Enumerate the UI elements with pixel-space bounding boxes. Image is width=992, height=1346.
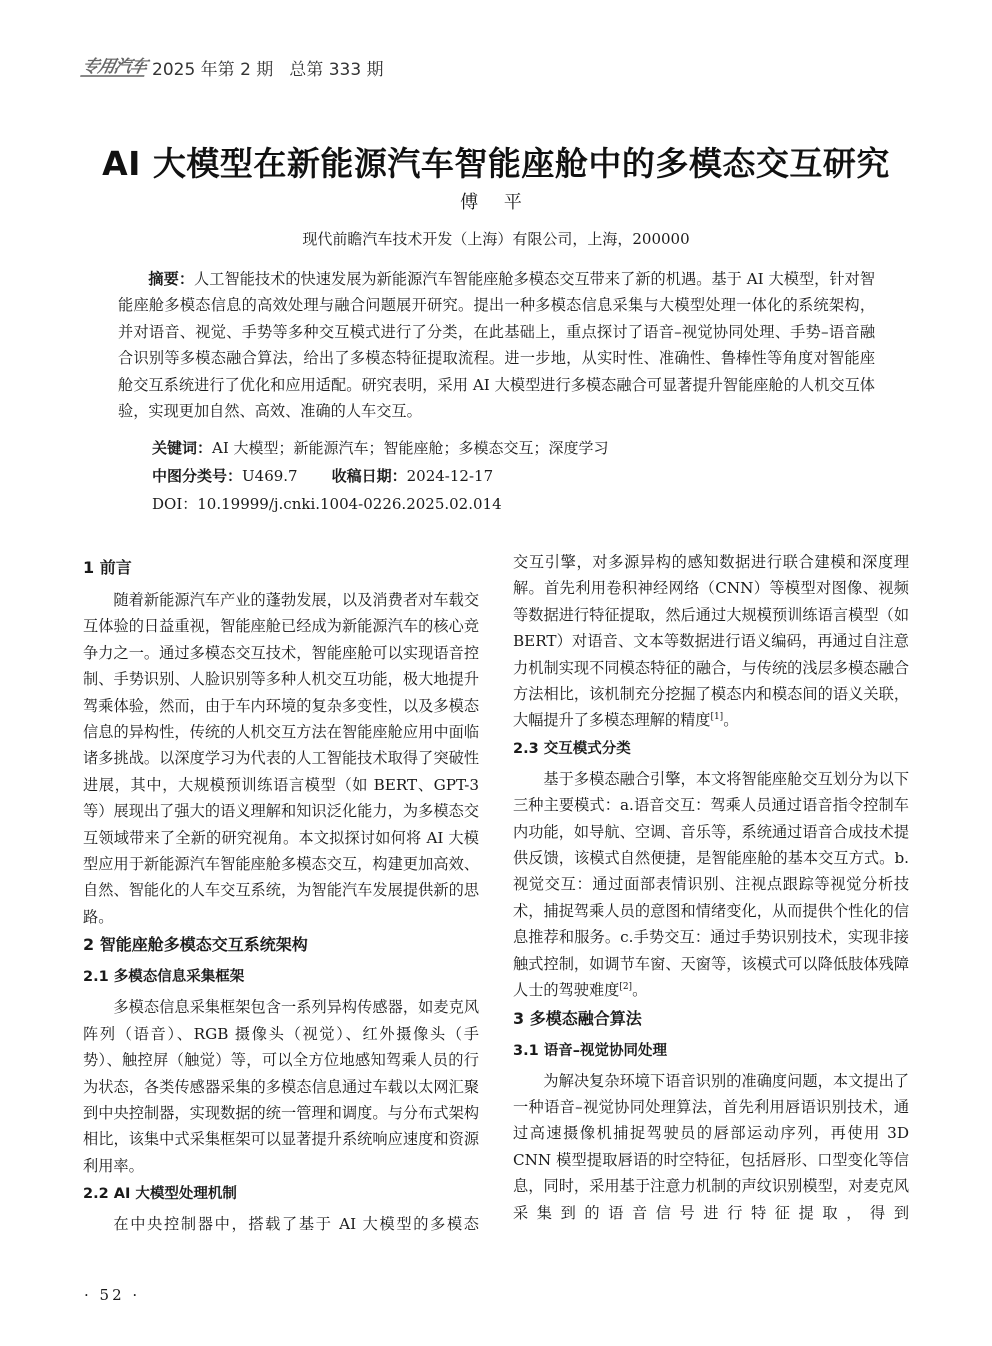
journal-logo: 专用汽车 bbox=[80, 56, 149, 77]
paragraph-text: 基于多模态融合引擎，本文将智能座舱交互划分为以下三种主要模式：a.语音交互：驾乘人员通过语音指令控制车内功能，如导航、空调、音乐等，系统通过语音合成技术提供反馈，该模式自然便捷，是智能座舱的基本交互方式。b.视觉交互：通过面部表情识别、注视点跟踪等视觉分析技术，捕捉驾乘人员的意图和情绪变化，从而提供个性化的信息推荐和服务。c.手势交互：通过手势识别技术，实现非接触式控制，如调节车窗、天窗等，该模式可以降低肢体残障人士的驾驶难度 bbox=[513, 769, 909, 1000]
section-heading: 2 智能座舱多模态交互系统架构 bbox=[83, 935, 308, 955]
issue-label: 2025 年第 2 期 bbox=[152, 60, 274, 80]
classification-value: U469.7 bbox=[242, 467, 298, 485]
abstract-label: 摘要： bbox=[148, 270, 195, 288]
affiliation: 现代前瞻汽车技术开发（上海）有限公司，上海，200000 bbox=[302, 230, 690, 248]
paragraph-text: 。 bbox=[632, 981, 648, 1000]
abstract bbox=[118, 266, 875, 424]
paragraph-text: 交互引擎，对多源异构的感知数据进行联合建模和深度理解。首先利用卷积神经网络（CNN）等模型对图像、视频等数据进行特征提取，然后通过大规模预训练语言模型（如 BERT）对语音、文本等数据进行语义编码，再通过自注意力机制实现不同模态特征的融合，与传统的浅层多模态融合方法相比，该机制充分挖掘了模态内和模态间的语义关联，大幅提升了多模态理解的精度 bbox=[513, 553, 909, 730]
keywords-label: 关键词： bbox=[152, 439, 213, 457]
doi-label: DOI： bbox=[152, 495, 198, 513]
received-value: 2024-12-17 bbox=[406, 467, 494, 485]
paragraph: 为解决复杂环境下语音识别的准确度问题，本文提出了一种语音–视觉协同处理算法，首先利用唇语识别技术，通过高速摄像机捕捉驾驶员的唇部运动序列，再使用 3D CNN 模型提取唇语的时空特征，包括唇形、口型变化等信息，同时，采用基于注意力机制的声纹识别模型，对麦克风采集到的语音信号进行特征提取，得到 bbox=[513, 1071, 909, 1222]
keywords bbox=[152, 437, 609, 458]
classification-label: 中图分类号： bbox=[152, 467, 243, 485]
running-header bbox=[82, 55, 384, 80]
section-heading: 1 前言 bbox=[83, 558, 132, 577]
paragraph: 多模态信息采集框架包含一系列异构传感器，如麦克风阵列（语音）、RGB 摄像头（视觉）、红外摄像头（手势）、触控屏（触觉）等，可以全方位地感知驾乘人员的行为状态，各类传感器采集的多模态信息通过车载以太网汇聚到中央控制器，实现数据的统一管理和调度。与分布式架构相比，该集中式采集框架可以显著提升系统响应速度和资源利用率。 bbox=[83, 998, 479, 1175]
paragraph bbox=[513, 549, 909, 734]
subsection-heading: 2.1 多模态信息采集框架 bbox=[83, 969, 245, 986]
paragraph bbox=[513, 766, 909, 1004]
keywords-text: AI 大模型；新能源汽车；智能座舱；多模态交互；深度学习 bbox=[212, 439, 609, 457]
abstract-text: 人工智能技术的快速发展为新能源汽车智能座舱多模态交互带来了新的机遇。基于 AI 大模型，针对智能座舱多模态信息的高效处理与融合问题展开研究。提出一种多模态信息采集与大模型处理一体化的系统架构，并对语音、视觉、手势等多种交互模式进行了分类，在此基础上，重点探讨了语音–视觉协同处理、手势–语音融合识别等多模态融合算法，给出了多模态特征提取流程。进一步地，从实时性、准确性、鲁棒性等角度对智能座舱交互系统进行了优化和应用适配。研究表明，采用 AI 大模型进行多模态融合可显著提升智能座舱的人机交互体验，实现更加自然、高效、准确的人车交互。 bbox=[118, 270, 876, 421]
total-issue-label: 总第 333 期 bbox=[289, 60, 384, 80]
author: 傅 平 bbox=[460, 192, 532, 213]
section-heading: 3 多模态融合算法 bbox=[513, 1008, 642, 1028]
subsection-heading: 2.3 交互模式分类 bbox=[513, 740, 631, 757]
paragraph: 在中央控制器中，搭载了基于 AI 大模型的多模态 bbox=[113, 1215, 479, 1234]
page-number: · 52 · bbox=[84, 1286, 141, 1304]
subsection-heading: 3.1 语音–视觉协同处理 bbox=[513, 1042, 667, 1059]
left-column bbox=[83, 553, 479, 1238]
citation[interactable]: [2] bbox=[619, 982, 633, 993]
received-label: 收稿日期： bbox=[331, 467, 407, 485]
paragraph-text: 。 bbox=[723, 711, 739, 730]
paragraph: 随着新能源汽车产业的蓬勃发展，以及消费者对车载交互体验的日益重视，智能座舱已经成为新能源汽车的核心竞争力之一。通过多模态交互技术，智能座舱可以实现语音控制、手势识别、人脸识别等多种人机交互功能，极大地提升驾乘体验，然而，由于车内环境的复杂多变性，以及多模态信息的异构性，传统的人机交互方法在智能座舱应用中面临诸多挑战。以深度学习为代表的人工智能技术取得了突破性进展，其中，大规模预训练语言模型（如 BERT、GPT-3 等）展现出了强大的语义理解和知识泛化能力，为多模态交互领域带来了全新的研究视角。本文拟探讨如何将 AI 大模型应用于新能源汽车智能座舱多模态交互，构建更加高效、自然、智能化的人车交互系统，为智能汽车发展提供新的思路。 bbox=[83, 591, 479, 926]
classification-line bbox=[152, 465, 493, 486]
citation[interactable]: [1] bbox=[710, 712, 724, 723]
right-column bbox=[513, 549, 909, 1226]
subsection-heading: 2.2 AI 大模型处理机制 bbox=[83, 1186, 237, 1203]
doi-line bbox=[152, 493, 502, 514]
doi-value: 10.19999/j.cnki.1004-0226.2025.02.014 bbox=[197, 495, 502, 513]
paper-title: AI 大模型在新能源汽车智能座舱中的多模态交互研究 bbox=[102, 144, 890, 183]
